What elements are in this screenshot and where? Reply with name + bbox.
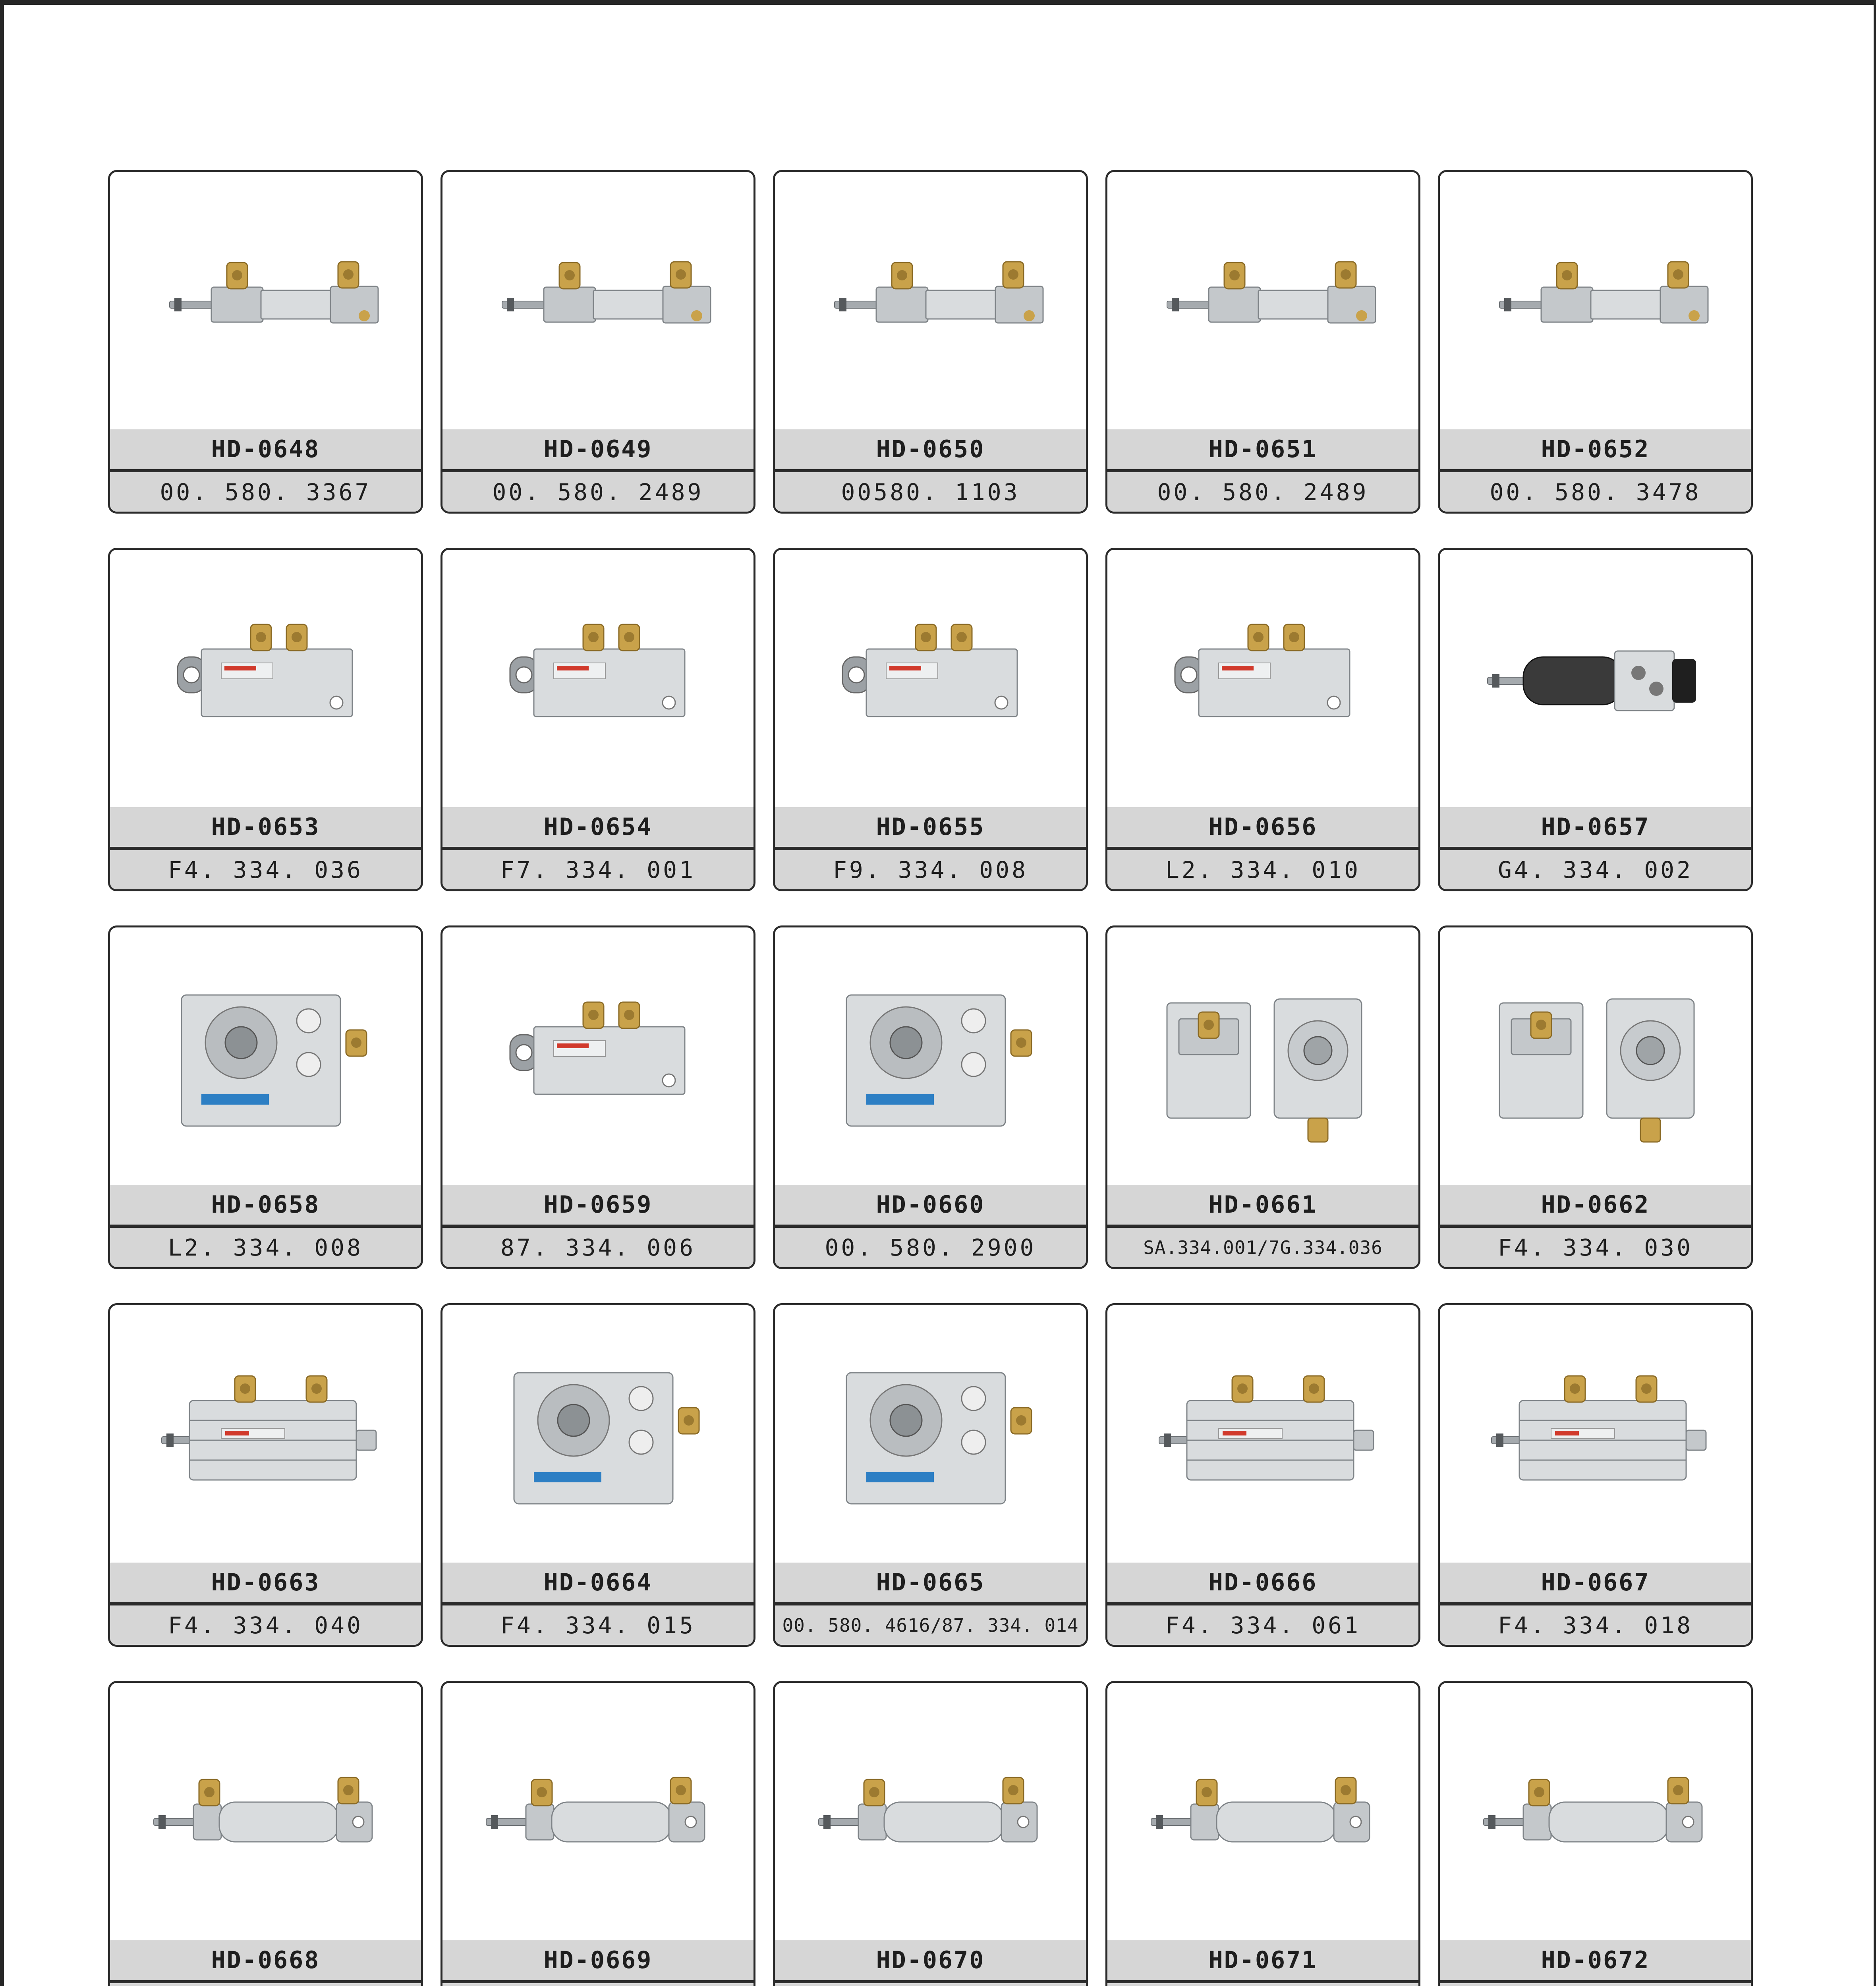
round-cylinder-icon [1107,1683,1418,1940]
page-border-right [1874,0,1876,1986]
product-code: HD-0659 [442,1185,753,1225]
part-number [442,1983,753,1986]
part-number: F4. 334. 030 [1440,1228,1751,1267]
compact-cylinder-icon [110,1305,421,1563]
product-card[interactable] [1438,1303,1753,1647]
product-code: HD-0648 [110,429,421,469]
label-divider [1107,1980,1418,1983]
product-card[interactable] [108,548,423,891]
product-code: HD-0656 [1107,807,1418,847]
product-code: HD-0662 [1440,1185,1751,1225]
compact-cylinder-icon [1440,1305,1751,1563]
product-code: HD-0654 [442,807,753,847]
product-code: HD-0651 [1107,429,1418,469]
label-divider [110,1602,421,1605]
flat-cylinder-icon [442,927,753,1185]
page-border-top [0,0,1876,5]
label-divider [775,1602,1086,1605]
part-number: F4. 334. 018 [1440,1605,1751,1645]
round-cylinder-icon [775,1683,1086,1940]
label-divider [775,847,1086,850]
product-card[interactable] [773,1303,1088,1647]
label-divider [442,1602,753,1605]
product-card[interactable] [441,1303,755,1647]
cylinder-dual-port-icon [1440,172,1751,429]
label-divider [1440,1602,1751,1605]
product-code: HD-0665 [775,1563,1086,1602]
product-code: HD-0653 [110,807,421,847]
label-divider [1107,847,1418,850]
flat-cylinder-icon [775,550,1086,807]
part-number [1107,1983,1418,1986]
label-divider [110,847,421,850]
part-number: F4. 334. 036 [110,850,421,889]
part-number: 00. 580. 3478 [1440,472,1751,512]
part-number: 87. 334. 006 [442,1228,753,1267]
round-cylinder-icon [110,1683,421,1940]
product-card[interactable] [773,548,1088,891]
block-cylinder-icon [775,927,1086,1185]
part-number: F4. 334. 061 [1107,1605,1418,1645]
product-code: HD-0661 [1107,1185,1418,1225]
product-card[interactable] [108,925,423,1269]
product-card[interactable] [108,1681,423,1986]
product-grid [108,170,1753,1986]
part-number: F4. 334. 015 [442,1605,753,1645]
flat-cylinder-icon [442,550,753,807]
product-card[interactable] [441,925,755,1269]
block-cylinder-icon [442,1305,753,1563]
product-code: HD-0660 [775,1185,1086,1225]
part-number [1440,1983,1751,1986]
block-cylinder-icon [775,1305,1086,1563]
label-divider [1440,1980,1751,1983]
product-card[interactable] [1438,1681,1753,1986]
product-code: HD-0652 [1440,429,1751,469]
black-cylinder-icon [1440,550,1751,807]
product-card[interactable] [1105,1681,1420,1986]
product-code: HD-0657 [1440,807,1751,847]
product-code: HD-0671 [1107,1940,1418,1980]
compact-cylinder-icon [1107,1305,1418,1563]
part-number: G4. 334. 002 [1440,850,1751,889]
part-number: L2. 334. 010 [1107,850,1418,889]
round-cylinder-icon [1440,1683,1751,1940]
block-cylinder-icon [110,927,421,1185]
product-card[interactable] [773,170,1088,514]
label-divider [775,469,1086,472]
label-divider [442,469,753,472]
product-card[interactable] [441,170,755,514]
product-code: HD-0664 [442,1563,753,1602]
part-number: 00. 580. 4616/87. 334. 014 [775,1605,1086,1645]
label-divider [1107,1602,1418,1605]
product-card[interactable] [441,1681,755,1986]
part-number: 00. 580. 2900 [775,1228,1086,1267]
page-border-left [0,0,4,1986]
part-number: 00580. 1103 [775,472,1086,512]
part-number: 00. 580. 2489 [1107,472,1418,512]
cylinder-dual-port-icon [775,172,1086,429]
label-divider [442,1980,753,1983]
cylinder-pair-icon [1107,927,1418,1185]
product-card[interactable] [1105,925,1420,1269]
part-number: L2. 334. 008 [110,1228,421,1267]
part-number [110,1983,421,1986]
product-card[interactable] [108,1303,423,1647]
cylinder-dual-port-icon [1107,172,1418,429]
product-card[interactable] [441,548,755,891]
part-number [775,1983,1086,1986]
product-code: HD-0669 [442,1940,753,1980]
label-divider [1107,1225,1418,1228]
product-code: HD-0668 [110,1940,421,1980]
cylinder-pair-icon [1440,927,1751,1185]
product-code: HD-0658 [110,1185,421,1225]
label-divider [1440,1225,1751,1228]
product-card[interactable] [1438,170,1753,514]
round-cylinder-icon [442,1683,753,1940]
product-card[interactable] [773,1681,1088,1986]
product-code: HD-0672 [1440,1940,1751,1980]
label-divider [775,1225,1086,1228]
product-code: HD-0663 [110,1563,421,1602]
label-divider [1440,469,1751,472]
label-divider [1440,847,1751,850]
flat-cylinder-icon [1107,550,1418,807]
part-number: F7. 334. 001 [442,850,753,889]
part-number: 00. 580. 3367 [110,472,421,512]
label-divider [442,1225,753,1228]
product-code: HD-0655 [775,807,1086,847]
label-divider [110,469,421,472]
flat-cylinder-icon [110,550,421,807]
label-divider [110,1225,421,1228]
part-number: F4. 334. 040 [110,1605,421,1645]
product-card[interactable] [1438,548,1753,891]
product-card[interactable] [1105,548,1420,891]
product-code: HD-0667 [1440,1563,1751,1602]
label-divider [775,1980,1086,1983]
cylinder-dual-port-icon [110,172,421,429]
product-code: HD-0666 [1107,1563,1418,1602]
product-card[interactable] [108,170,423,514]
product-card[interactable] [1105,170,1420,514]
label-divider [442,847,753,850]
part-number: SA.334.001/7G.334.036 [1107,1228,1418,1267]
label-divider [110,1980,421,1983]
label-divider [1107,469,1418,472]
part-number: 00. 580. 2489 [442,472,753,512]
product-code: HD-0649 [442,429,753,469]
product-card[interactable] [1438,925,1753,1269]
product-card[interactable] [1105,1303,1420,1647]
product-card[interactable] [773,925,1088,1269]
part-number: F9. 334. 008 [775,850,1086,889]
cylinder-dual-port-icon [442,172,753,429]
product-code: HD-0670 [775,1940,1086,1980]
product-code: HD-0650 [775,429,1086,469]
